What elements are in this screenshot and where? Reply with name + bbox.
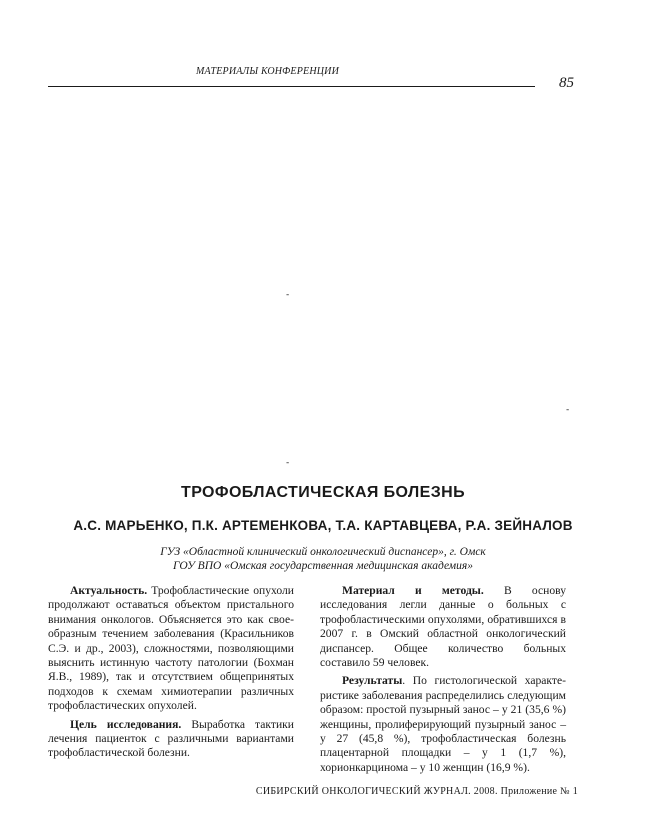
aim-heading: Цель исследования. [70, 717, 182, 731]
results-paragraph [320, 674, 566, 775]
right-column [320, 584, 566, 775]
header-rule [48, 86, 535, 87]
results-text: . По гистологической характеристике заболевания распределились следующим образом: простой пузырный занос – у 21 (35,6 %) женщины, пролиферирующий пузырный занос – у 27 (45,8 %), трофобластическая болезнь плацентарной площадки – у 1 (1,7 %), хорионкарцинома – у 10 женщин (16,9 %). [320, 674, 566, 774]
running-head: МАТЕРИАЛЫ КОНФЕРЕНЦИИ [195, 66, 340, 77]
results-heading: Результаты [342, 674, 403, 688]
affiliation-line: ГУЗ «Областной клинический онкологический диспансер», г. Омск [160, 546, 486, 558]
stray-dash-mark: - [286, 290, 290, 300]
relevance-text: Трофобластические опухоли продолжают оставаться объектом пристального внимания онкологов. Объясняется это как своеобразным течением заболевания (Красильников С.Э. и др., 2003), сложностями, позволяющими выяснить истинную частоту патологии (Бохман Я.В., 1989), так и отсутствием общепринятых подходов к схемам химиотерапии различных трофобластических опухолей. [48, 584, 294, 713]
affiliation-line: ГОУ ВПО «Омская государственная медицинская академия» [173, 560, 473, 572]
aim-paragraph [48, 718, 294, 761]
journal-footer: СИБИРСКИЙ ОНКОЛОГИЧЕСКИЙ ЖУРНАЛ. 2008. Приложение № 1 [255, 786, 578, 797]
article-title: ТРОФОБЛАСТИЧЕСКАЯ БОЛЕЗНЬ [181, 484, 465, 501]
methods-paragraph [320, 584, 566, 670]
aim-text: Выработка тактики лечения пациенток с различными вариантами трофобластической болезни. [48, 717, 294, 760]
relevance-heading: Актуальность. [70, 584, 148, 597]
stray-dash-mark: - [286, 458, 290, 468]
page-number: 85 [559, 75, 574, 91]
stray-dash-mark: - [566, 405, 570, 415]
methods-heading: Материал и методы. [342, 584, 484, 597]
article-authors: А.С. МАРЬЕНКО, П.К. АРТЕМЕНКОВА, Т.А. КАРТАВЦЕВА, Р.А. ЗЕЙНАЛОВ [73, 518, 573, 533]
affiliations [0, 545, 646, 573]
left-column [48, 584, 294, 761]
methods-text: В основу исследования легли данные о больных с трофобластическими опухолями, обратившихся в 2007 г. в Омский областной онкологический диспансер. Общее количество больных составило 59 человек. [320, 584, 567, 670]
relevance-paragraph [48, 584, 294, 714]
